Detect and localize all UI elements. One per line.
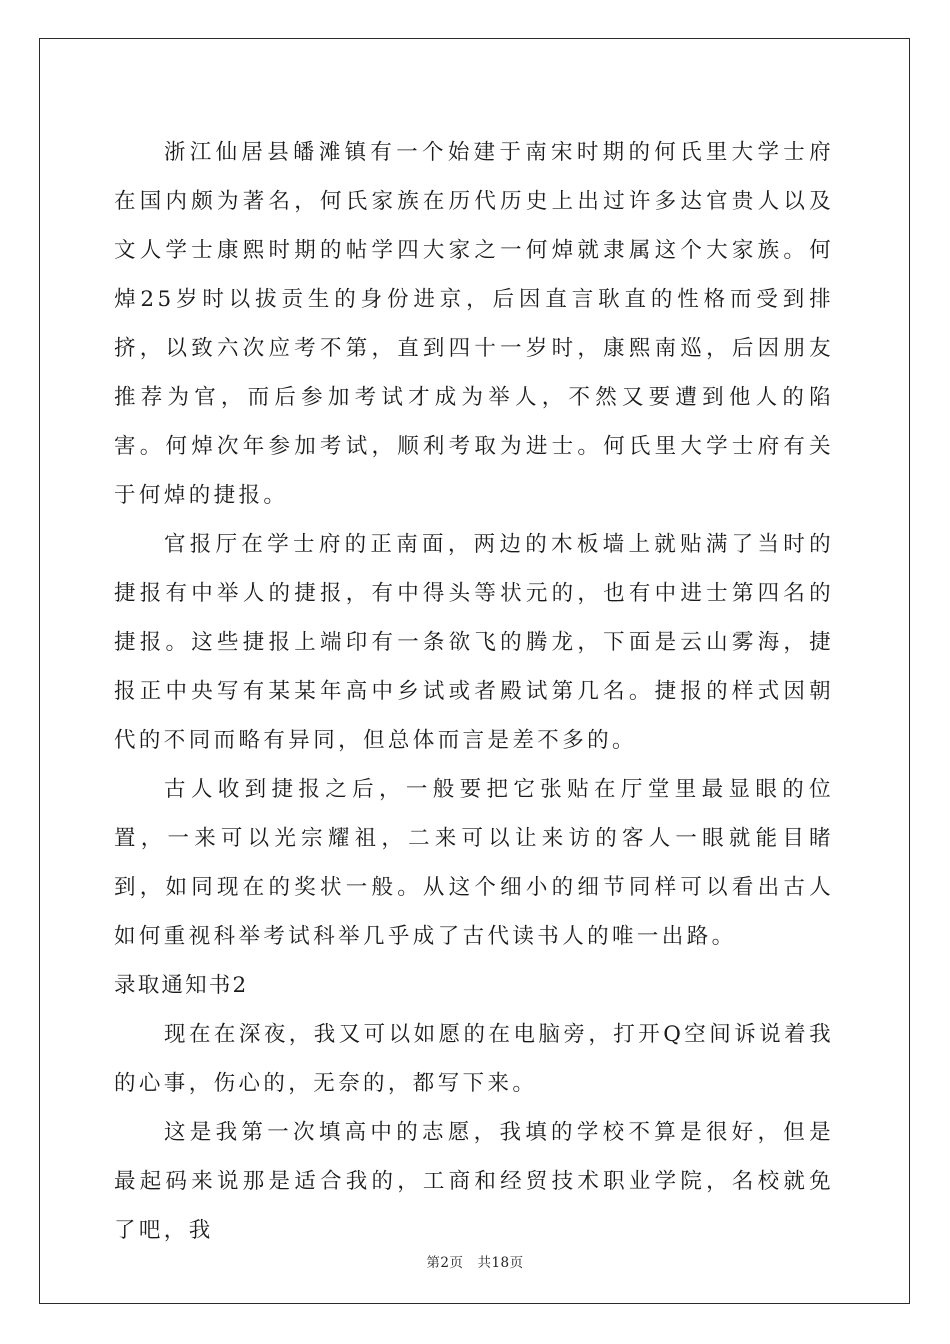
paragraph-5: 这是我第一次填高中的志愿，我填的学校不算是很好，但是最起码来说那是适合我的，工商和经贸技术职业学院，名校就免了吧，我 bbox=[114, 1120, 834, 1243]
paragraph-1: 浙江仙居县皤滩镇有一个始建于南宋时期的何氏里大学士府在国内颇为著名，何氏家族在历代历史上出过许多达官贵人以及文人学士康熙时期的帖学四大家之一何焯就隶属这个大家族。何焯25岁时以拔贡生的身份进京，后因直言耿直的性格而受到排挤，以致六次应考不第，直到四十一岁时，康熙南巡，后因朋友推荐为官，而后参加考试才成为举人，不然又要遭到他人的陷害。何焯次年参加考试，顺利考取为进士。何氏里大学士府有关于何焯的捷报。 bbox=[114, 140, 834, 508]
page-total: 共18页 bbox=[477, 1255, 524, 1271]
page-footer bbox=[0, 1251, 950, 1271]
page-number: 第2页 bbox=[426, 1255, 464, 1271]
document-body bbox=[114, 128, 834, 1255]
paragraph-2: 官报厅在学士府的正南面，两边的木板墙上就贴满了当时的捷报有中举人的捷报，有中得头等状元的，也有中进士第四名的捷报。这些捷报上端印有一条欲飞的腾龙，下面是云山雾海，捷报正中央写有某某年高中乡试或者殿试第几名。捷报的样式因朝代的不同而略有异同，但总体而言是差不多的。 bbox=[114, 532, 834, 753]
section-heading: 录取通知书2 bbox=[114, 973, 249, 998]
paragraph-4: 现在在深夜，我又可以如愿的在电脑旁，打开Q空间诉说着我的心事，伤心的，无奈的，都写下来。 bbox=[114, 1022, 834, 1096]
paragraph-3: 古人收到捷报之后，一般要把它张贴在厅堂里最显眼的位置，一来可以光宗耀祖，二来可以让来访的客人一眼就能目睹到，如同现在的奖状一般。从这个细小的细节同样可以看出古人如何重视科举考试科举几乎成了古代读书人的唯一出路。 bbox=[114, 777, 834, 949]
